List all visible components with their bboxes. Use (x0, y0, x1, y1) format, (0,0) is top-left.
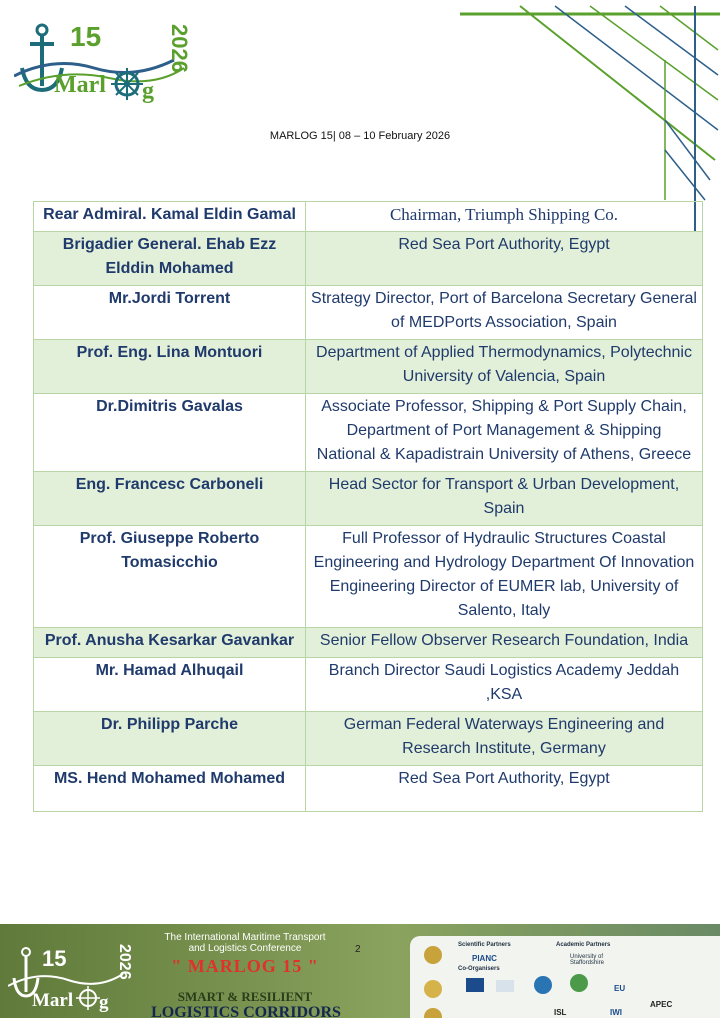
partner-eu: EU (614, 984, 626, 993)
footer-logo-year: 2026 (116, 944, 133, 980)
speaker-name: Prof. Giuseppe Roberto Tomasicchio (34, 526, 306, 628)
partner-isl: ISL (554, 1008, 567, 1017)
footer-logo-number: 15 (42, 946, 67, 971)
speaker-role: Department of Applied Thermodynamics, Polytechnic University of Valencia, Spain (306, 340, 703, 394)
speaker-name: Mr. Hamad Alhuqail (34, 658, 306, 712)
speaker-role: Strategy Director, Port of Barcelona Secretary General of MEDPorts Association, Spain (306, 286, 703, 340)
partner-emblem-icon (424, 946, 442, 964)
table-row (34, 628, 703, 658)
partner-apec: APEC (650, 1000, 673, 1009)
speaker-role: Senior Fellow Observer Research Foundation, India (306, 628, 703, 658)
speaker-role: Full Professor of Hydraulic Structures Coastal Engineering and Hydrology Department Of Innovation Engineering Director of EUMER lab, University of Salento, Italy (306, 526, 703, 628)
speaker-role: Red Sea Port Authority, Egypt (306, 766, 703, 812)
speaker-role: Red Sea Port Authority, Egypt (306, 232, 703, 286)
page-number: 2 (355, 944, 361, 955)
table-row (34, 340, 703, 394)
speaker-name: MS. Hend Mohamed Mohamed (34, 766, 306, 812)
table-row (34, 766, 703, 812)
partner-iwi: IWI (610, 1008, 622, 1017)
footer-marlog-logo (8, 934, 138, 1018)
footer-banner (0, 924, 720, 1018)
table-row (34, 658, 703, 712)
speaker-name: Dr. Philipp Parche (34, 712, 306, 766)
footer-logo-wordmark: Marl (32, 990, 74, 1011)
co-organisers-label: Co-Organisers (458, 966, 500, 972)
logo-number: 15 (70, 21, 102, 52)
footer-logo-wordmark-end: g (99, 992, 109, 1013)
speaker-role: Chairman, Triumph Shipping Co. (306, 202, 703, 232)
table-row (34, 202, 703, 232)
conference-name: " MARLOG 15 " (171, 956, 319, 976)
logo-wordmark-end: g (142, 78, 154, 104)
speaker-role: German Federal Waterways Engineering and Research Institute, Germany (306, 712, 703, 766)
conference-line-2: and Logistics Conference (188, 943, 302, 954)
partner-emblem-icon (424, 980, 442, 998)
logo-wordmark: Marl (54, 72, 106, 98)
table-row (34, 472, 703, 526)
table-row (34, 286, 703, 340)
partner-emblem-icon (424, 1008, 442, 1018)
speaker-name: Mr.Jordi Torrent (34, 286, 306, 340)
table-row (34, 712, 703, 766)
speaker-name: Eng. Francesc Carboneli (34, 472, 306, 526)
event-header: MARLOG 15| 08 – 10 February 2026 (269, 130, 451, 142)
speaker-name: Rear Admiral. Kamal Eldin Gamal (34, 202, 306, 232)
table-row (34, 232, 703, 286)
scientific-partners-label: Scientific Partners (458, 942, 511, 948)
speaker-role: Branch Director Saudi Logistics Academy Jeddah ,KSA (306, 658, 703, 712)
conference-subtitle-2: LOGISTICS CORRIDORS (151, 1004, 341, 1018)
conference-title (150, 932, 340, 954)
partner-pianc: PIANC (472, 954, 497, 963)
speaker-name: Prof. Eng. Lina Montuori (34, 340, 306, 394)
marlog-logo (14, 16, 204, 108)
partners-panel (410, 936, 720, 1018)
ship-wheel-icon (76, 986, 100, 1010)
anchor-icon (14, 948, 38, 996)
speaker-role: Associate Professor, Shipping & Port Supply Chain, Department of Port Management & Shipping National & Kapadistrain University of Athens, Greece (306, 394, 703, 472)
speaker-role: Head Sector for Transport & Urban Development, Spain (306, 472, 703, 526)
conference-subtitle-1: SMART & RESILIENT (177, 989, 313, 1004)
partner-staffordshire: University of Staffordshire (570, 954, 604, 966)
conference-line-1: The International Maritime Transport (164, 932, 326, 943)
speakers-table (33, 201, 703, 812)
speaker-name: Dr.Dimitris Gavalas (34, 394, 306, 472)
academic-partners-label: Academic Partners (556, 942, 611, 948)
logo-year: 2026 (167, 24, 192, 73)
speaker-name: Brigadier General. Ehab Ezz Elddin Mohamed (34, 232, 306, 286)
table-row (34, 394, 703, 472)
partner-emblem-icon (534, 976, 552, 994)
co-organiser-logo (496, 980, 514, 992)
partner-emblem-icon (570, 974, 588, 992)
speaker-name: Prof. Anusha Kesarkar Gavankar (34, 628, 306, 658)
co-organiser-logo (466, 978, 484, 992)
table-row (34, 526, 703, 628)
